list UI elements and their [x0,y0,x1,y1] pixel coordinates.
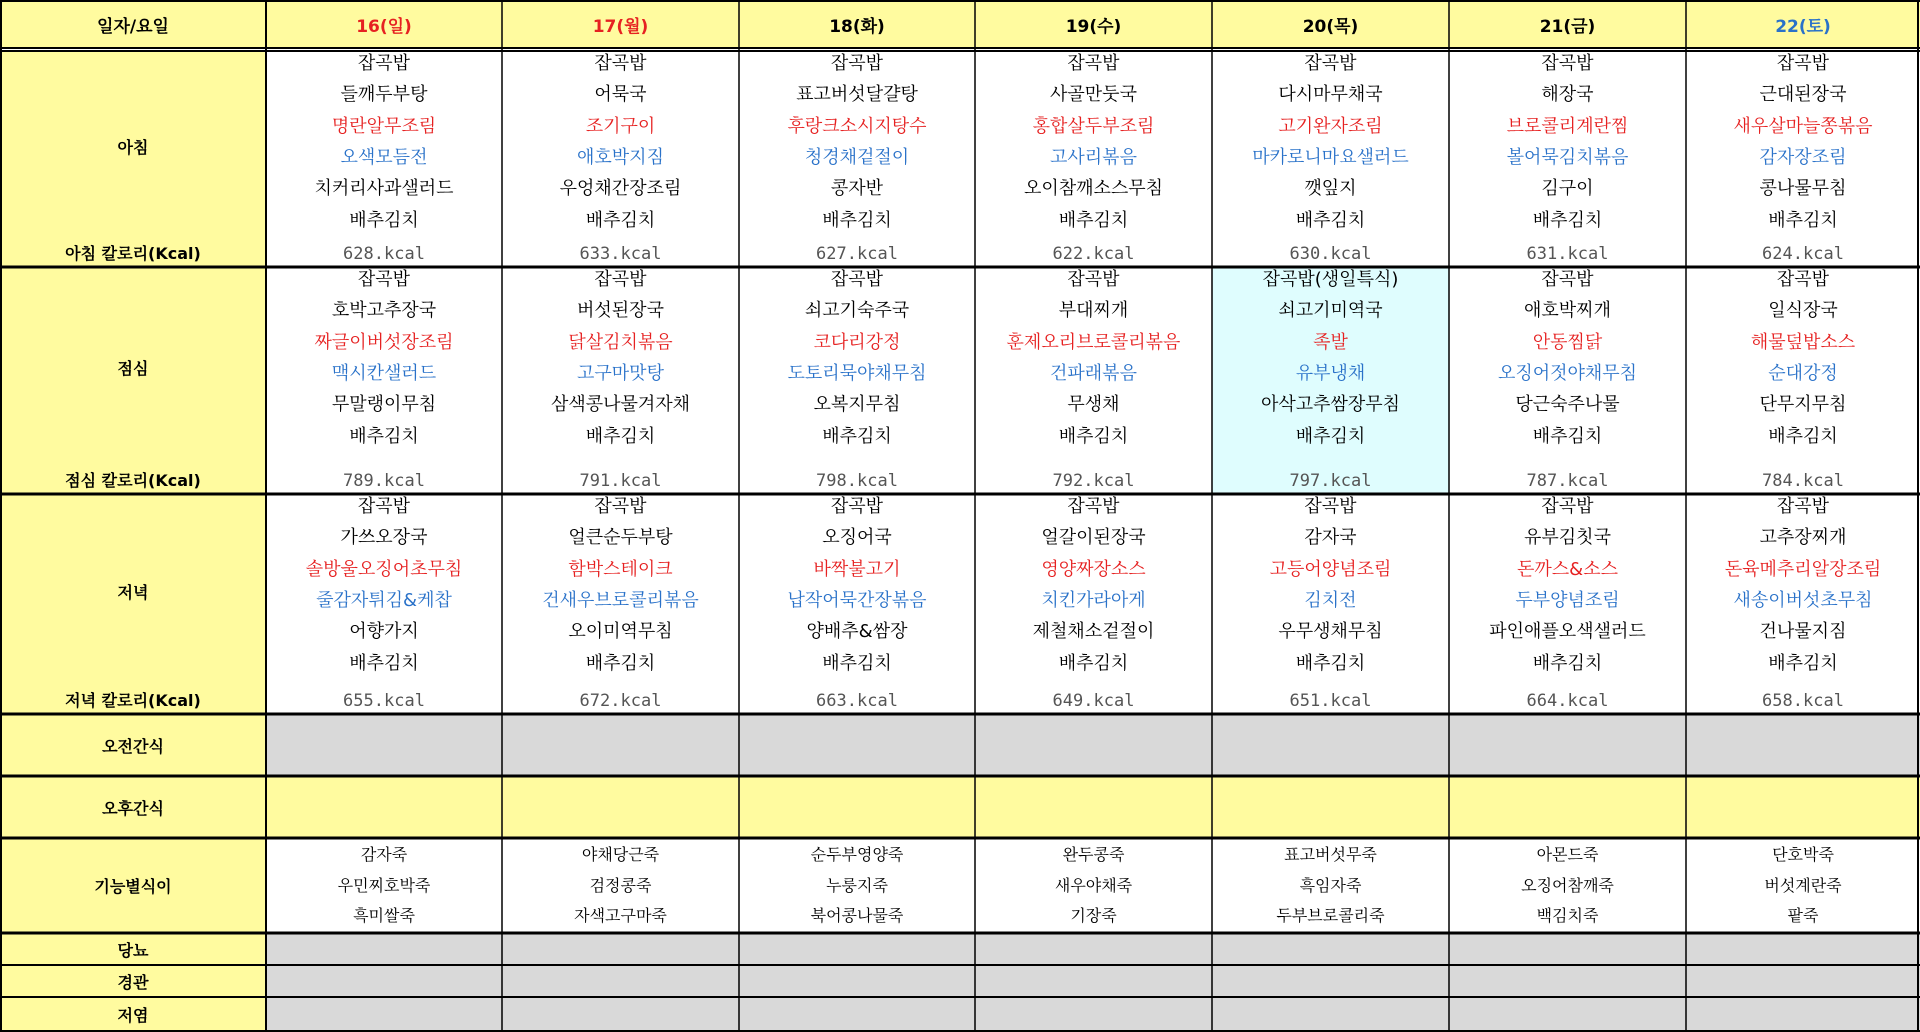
day-header-0[interactable] [266,0,502,48]
calorie-value: 624.kcal [1762,244,1844,264]
calorie-value: 649.kcal [1052,691,1135,711]
menu-item: 잡곡밥 [1067,269,1120,290]
menu-item: 배추김치 [1768,652,1838,674]
menu-item: 잡곡밥 [1541,269,1594,290]
breakfast-menu-5[interactable] [1449,51,1686,267]
dinner-menu-3[interactable] [975,494,1212,714]
header-label-cell [0,0,266,48]
breakfast-menu-3[interactable] [975,51,1212,267]
porridge-item: 누룽지죽 [826,875,888,895]
menu-item: 쇠고기숙주국 [804,300,910,322]
menu-item: 표고버섯달걀탕 [796,84,918,106]
calorie-value: 627.kcal [816,244,898,264]
menu-item: 잡곡밥 [594,269,647,290]
menu-item: 돈까스&소스 [1517,558,1618,580]
menu-item: 근대된장국 [1759,84,1847,106]
day-header-5[interactable] [1449,0,1686,48]
calorie-value: 787.kcal [1526,471,1609,491]
menu-item: 잡곡밥 [1067,496,1120,517]
calorie-value: 792.kcal [1052,471,1135,491]
tube-feeding-diet-label-cell [0,965,266,997]
afternoon-snack-label-cell [0,776,266,838]
porridge-item: 야채당근죽 [581,845,660,864]
menu-item: 맥시칸샐러드 [331,362,437,384]
morning-snack-cell-2[interactable] [739,714,975,776]
porridge-item: 우민찌호박죽 [337,875,431,895]
porridge-item: 자색고구마죽 [574,906,667,925]
dinner-menu-2[interactable] [739,494,975,714]
menu-item: 호박고추장국 [331,300,437,322]
calorie-value: 798.kcal [816,471,898,491]
menu-item: 건새우브로콜리볶음 [542,589,699,611]
breakfast-label: 아침 [117,137,149,157]
menu-item: 쇠고기미역국 [1278,300,1383,322]
porridge-item: 단호박죽 [1772,845,1834,864]
menu-item: 우무생채무침 [1278,621,1383,643]
menu-item: 고등어양념조림 [1269,558,1392,580]
menu-item: 유부김칫국 [1524,527,1611,549]
tube-feeding-diet-cell-4[interactable] [1212,965,1449,997]
diabetes-diet-cell-2[interactable] [739,933,975,965]
tube-feeding-diet-cell-3[interactable] [975,965,1212,997]
menu-item: 안동찜닭 [1532,331,1603,353]
afternoon-snack-label: 오후간식 [102,798,164,818]
header-label: 일자/요일 [97,16,169,37]
menu-item: 바짝불고기 [813,558,901,580]
porridge-item: 버섯계란죽 [1764,875,1842,895]
menu-item: 치킨가라아게 [1041,589,1146,611]
menu-item: 잡곡밥 [594,496,647,517]
menu-item: 콩나물무침 [1759,178,1847,200]
diabetes-diet-label-cell [0,933,266,965]
calorie-value: 622.kcal [1052,244,1135,264]
tube-feeding-diet-cell-6[interactable] [1686,965,1920,997]
menu-item: 배추김치 [585,209,656,231]
afternoon-snack-cell-4[interactable] [1212,776,1449,838]
functional-menu-1[interactable] [502,838,739,933]
menu-item: 줄감자튀김&케찹 [316,589,452,611]
calorie-value: 791.kcal [579,471,662,491]
tube-feeding-diet-cell-5[interactable] [1449,965,1686,997]
menu-item: 얼갈이된장국 [1041,527,1146,549]
tube-feeding-diet-label: 경관 [117,972,149,992]
breakfast-menu-4[interactable] [1212,51,1449,267]
morning-snack-cell-1[interactable] [502,714,739,776]
menu-item: 버섯된장국 [577,300,664,322]
porridge-item: 감자죽 [360,845,408,864]
calorie-value: 633.kcal [579,244,662,264]
afternoon-snack-cell-2[interactable] [739,776,975,838]
calorie-value: 672.kcal [579,691,662,711]
morning-snack-label-cell [0,714,266,776]
menu-item: 깻잎지 [1304,178,1357,200]
menu-item: 잡곡밥 [357,269,411,290]
tube-feeding-diet-cell-1[interactable] [502,965,739,997]
menu-item: 우엉채간장조림 [559,178,682,200]
day-header-4[interactable] [1212,0,1449,48]
calorie-value: 651.kcal [1289,691,1372,711]
calorie-value: 784.kcal [1762,471,1844,491]
menu-item: 족발 [1313,331,1348,353]
low-salt-diet-cell-4[interactable] [1212,997,1449,1032]
menu-item: 사골만둣국 [1050,84,1137,106]
dinner-menu-5[interactable] [1449,494,1686,714]
menu-item: 배추김치 [1532,209,1603,231]
menu-item: 배추김치 [1295,209,1366,231]
menu-item: 홍합살두부조림 [1032,115,1155,137]
menu-item: 제철채소겉절이 [1032,621,1155,643]
menu-item: 배추김치 [1532,652,1603,674]
menu-item: 배추김치 [822,209,892,231]
low-salt-diet-cell-3[interactable] [975,997,1212,1032]
menu-item: 배추김치 [1295,425,1366,447]
menu-item: 어향가지 [349,621,419,643]
menu-item: 함박스테이크 [568,558,673,580]
breakfast-menu-6[interactable] [1686,51,1920,267]
menu-item: 볼어묵김치볶음 [1506,146,1629,168]
menu-item: 후랑크소시지탕수 [787,115,927,137]
lunch-calorie-label: 점심 칼로리(Kcal) [65,471,201,490]
menu-item: 배추김치 [349,425,419,447]
dinner-calorie-label: 저녁 칼로리(Kcal) [65,691,201,710]
menu-item: 배추김치 [822,652,892,674]
breakfast-menu-2[interactable] [739,51,975,267]
menu-item: 건나물지짐 [1759,621,1847,643]
day-header-text: 22(토) [1775,16,1831,37]
day-header-1[interactable] [502,0,739,48]
menu-item: 돈육메추리알장조림 [1724,558,1882,580]
menu-item: 오색모듬전 [340,146,428,168]
menu-item: 김치전 [1304,589,1357,611]
calorie-value: 663.kcal [816,691,898,711]
day-header-text: 21(금) [1539,16,1596,37]
menu-item: 가쓰오장국 [340,527,428,549]
menu-item: 잡곡밥 [1304,53,1357,74]
day-header-text: 19(수) [1065,16,1122,37]
calorie-value: 631.kcal [1526,244,1609,264]
dinner-menu-6[interactable] [1686,494,1920,714]
day-header-2[interactable] [739,0,975,48]
calorie-value: 628.kcal [343,244,425,264]
dinner-menu-1[interactable] [502,494,739,714]
porridge-item: 북어콩나물죽 [810,906,904,925]
functional-menu-3[interactable] [975,838,1212,933]
low-salt-diet-label-cell [0,997,266,1032]
tube-feeding-diet-cell-0[interactable] [266,965,502,997]
day-header-text: 17(월) [592,16,649,37]
menu-item: 솔방울오징어초무침 [305,558,463,580]
calorie-value: 658.kcal [1762,691,1844,711]
menu-item: 잡곡밥 [1776,53,1830,74]
afternoon-snack-cell-3[interactable] [975,776,1212,838]
dinner-menu-4[interactable] [1212,494,1449,714]
menu-item: 해물덮밥소스 [1750,331,1856,353]
diabetes-diet-cell-1[interactable] [502,933,739,965]
functional-menu-0[interactable] [266,838,502,933]
menu-item: 잡곡밥 [830,53,884,74]
morning-snack-cell-0[interactable] [266,714,502,776]
menu-item: 건파래볶음 [1050,362,1137,384]
calorie-value: 797.kcal [1289,471,1372,491]
menu-item: 일식장국 [1768,300,1838,322]
morning-snack-cell-3[interactable] [975,714,1212,776]
menu-item: 삼색콩나물겨자채 [550,394,691,416]
menu-item: 부대찌개 [1058,300,1129,322]
lunch-menu-6[interactable] [1686,267,1920,494]
porridge-item: 흑미쌀죽 [353,906,415,925]
porridge-item: 두부브로콜리죽 [1276,906,1385,925]
lunch-label: 점심 [117,359,149,378]
calorie-value: 630.kcal [1289,244,1372,264]
menu-item: 배추김치 [1058,425,1129,447]
menu-item: 감자장조림 [1759,146,1847,168]
lunch-label-cell [0,267,266,494]
menu-item: 잡곡밥 [357,53,411,74]
menu-item: 잡곡밥 [1776,269,1830,290]
porridge-item: 검정콩죽 [589,875,652,895]
menu-item: 청경채겉절이 [804,146,910,168]
menu-item: 코다리강정 [813,331,901,353]
menu-item: 오이미역무침 [568,621,673,643]
menu-item: 애호박지짐 [577,146,664,168]
low-salt-diet-cell-5[interactable] [1449,997,1686,1032]
menu-item: 파인애플오색샐러드 [1489,621,1646,643]
lunch-menu-1[interactable] [502,267,739,494]
porridge-item: 백김치죽 [1536,906,1599,925]
menu-item: 오징어국 [822,527,892,549]
breakfast-calorie-label: 아침 칼로리(Kcal) [65,244,201,263]
menu-item: 조기구이 [585,115,656,137]
porridge-item: 새우야채죽 [1054,875,1133,895]
lunch-menu-2[interactable] [739,267,975,494]
menu-item: 오징어젓야채무침 [1497,362,1638,384]
menu-item: 감자국 [1304,527,1357,549]
morning-snack-cell-4[interactable] [1212,714,1449,776]
diabetes-diet-cell-4[interactable] [1212,933,1449,965]
menu-item: 잡곡밥 [1776,496,1830,517]
afternoon-snack-cell-1[interactable] [502,776,739,838]
functional-menu-5[interactable] [1449,838,1686,933]
day-header-text: 20(목) [1302,16,1359,37]
day-header-6[interactable] [1686,0,1920,48]
menu-item: 유부냉채 [1295,362,1366,384]
menu-item: 명란알무조림 [331,115,437,137]
functional-label: 기능별식이 [94,877,172,896]
porridge-item: 오징어참깨죽 [1521,875,1614,895]
menu-item: 영양짜장소스 [1041,558,1146,580]
menu-item: 배추김치 [349,652,419,674]
low-salt-diet-cell-6[interactable] [1686,997,1920,1032]
menu-item: 잡곡밥 [357,496,411,517]
porridge-item: 기장죽 [1070,906,1117,925]
menu-item: 오이참깨소스무침 [1023,178,1164,200]
menu-item: 고추장찌개 [1759,527,1847,549]
functional-menu-4[interactable] [1212,838,1449,933]
menu-item: 무말랭이무침 [331,394,437,416]
menu-item: 무생채 [1067,394,1120,416]
dinner-label-cell [0,494,266,714]
menu-item: 잡곡밥 [1067,53,1120,74]
menu-item: 들깨두부탕 [340,84,428,106]
lunch-menu-4[interactable] [1212,267,1449,494]
menu-item: 배추김치 [585,425,656,447]
diabetes-diet-cell-0[interactable] [266,933,502,965]
calorie-value: 789.kcal [343,471,425,491]
day-header-3[interactable] [975,0,1212,48]
menu-item: 다시마무채국 [1278,84,1383,106]
menu-item: 납작어묵간장볶음 [787,589,927,611]
tube-feeding-diet-cell-2[interactable] [739,965,975,997]
menu-item: 닭살김치볶음 [568,331,673,353]
afternoon-snack-cell-0[interactable] [266,776,502,838]
menu-item: 배추김치 [349,209,419,231]
menu-item: 당근숙주나물 [1515,394,1620,416]
menu-item: 잡곡밥 [1304,496,1357,517]
menu-item: 고구마맛탕 [577,362,664,384]
dinner-menu-0[interactable] [266,494,502,714]
menu-item: 오복지무침 [813,394,901,416]
menu-item: 잡곡밥 [594,53,647,74]
breakfast-label-cell [0,51,266,267]
dinner-label: 저녁 [117,582,149,602]
breakfast-menu-0[interactable] [266,51,502,267]
menu-item: 잡곡밥 [1541,53,1594,74]
menu-item: 순대강정 [1768,362,1838,384]
day-header-text: 18(화) [829,16,885,37]
low-salt-diet-cell-1[interactable] [502,997,739,1032]
menu-item: 짜글이버섯장조림 [314,331,454,353]
menu-item: 해장국 [1541,84,1594,106]
menu-item: 김구이 [1541,178,1594,200]
menu-item: 애호박찌개 [1524,300,1611,322]
functional-menu-6[interactable] [1686,838,1920,933]
porridge-item: 순두부영양죽 [810,845,904,864]
afternoon-snack-cell-6[interactable] [1686,776,1920,838]
menu-item: 도토리묵야채무침 [787,362,927,384]
menu-item: 단무지무침 [1759,394,1847,416]
functional-label-cell [0,838,266,933]
morning-snack-cell-5[interactable] [1449,714,1686,776]
menu-item: 새송이버섯초무침 [1733,589,1873,611]
menu-item: 두부양념조림 [1515,589,1620,611]
afternoon-snack-cell-5[interactable] [1449,776,1686,838]
menu-item: 훈제오리브로콜리볶음 [1006,331,1181,353]
menu-item: 잡곡밥 [830,269,884,290]
menu-item: 배추김치 [1768,425,1838,447]
menu-item: 잡곡밥 [830,496,884,517]
menu-item: 마카로니마요샐러드 [1252,146,1409,168]
low-salt-diet-cell-2[interactable] [739,997,975,1032]
porridge-item: 완두콩죽 [1062,845,1125,864]
day-header-text: 16(일) [356,16,412,37]
morning-snack-label: 오전간식 [102,736,164,756]
diabetes-diet-label: 당뇨 [117,940,149,960]
menu-item: 배추김치 [1768,209,1838,231]
lunch-menu-0[interactable] [266,267,502,494]
menu-item: 고기완자조림 [1278,115,1383,137]
menu-item: 고사리볶음 [1050,146,1137,168]
diabetes-diet-cell-6[interactable] [1686,933,1920,965]
morning-snack-cell-6[interactable] [1686,714,1920,776]
diabetes-diet-cell-5[interactable] [1449,933,1686,965]
menu-item: 잡곡밥 [1541,496,1594,517]
menu-item: 배추김치 [585,652,656,674]
menu-item: 배추김치 [1295,652,1366,674]
menu-item: 양배추&쌈장 [806,621,908,643]
porridge-item: 팥죽 [1787,906,1819,925]
porridge-item: 아몬드죽 [1536,845,1599,864]
calorie-value: 655.kcal [343,691,425,711]
lunch-menu-3[interactable] [975,267,1212,494]
breakfast-menu-1[interactable] [502,51,739,267]
menu-item: 아삭고추쌈장무침 [1260,394,1401,416]
lunch-menu-5[interactable] [1449,267,1686,494]
menu-item: 배추김치 [1532,425,1603,447]
menu-item: 브로콜리계란찜 [1506,115,1629,137]
menu-item: 치커리사과샐러드 [314,178,454,200]
low-salt-diet-label: 저염 [117,1006,149,1025]
menu-item: 배추김치 [822,425,892,447]
menu-item: 배추김치 [1058,652,1129,674]
menu-item: 콩자반 [830,178,884,200]
calorie-value: 664.kcal [1526,691,1609,711]
porridge-item: 흑임자죽 [1299,875,1362,895]
porridge-item: 표고버섯무죽 [1284,845,1377,864]
menu-item: 잡곡밥(생일특식) [1262,269,1399,290]
low-salt-diet-cell-0[interactable] [266,997,502,1032]
functional-menu-2[interactable] [739,838,975,933]
menu-item: 배추김치 [1058,209,1129,231]
menu-item: 새우살마늘쫑볶음 [1733,115,1873,137]
diabetes-diet-cell-3[interactable] [975,933,1212,965]
menu-item: 어묵국 [594,84,647,106]
menu-item: 얼큰순두부탕 [568,527,673,549]
